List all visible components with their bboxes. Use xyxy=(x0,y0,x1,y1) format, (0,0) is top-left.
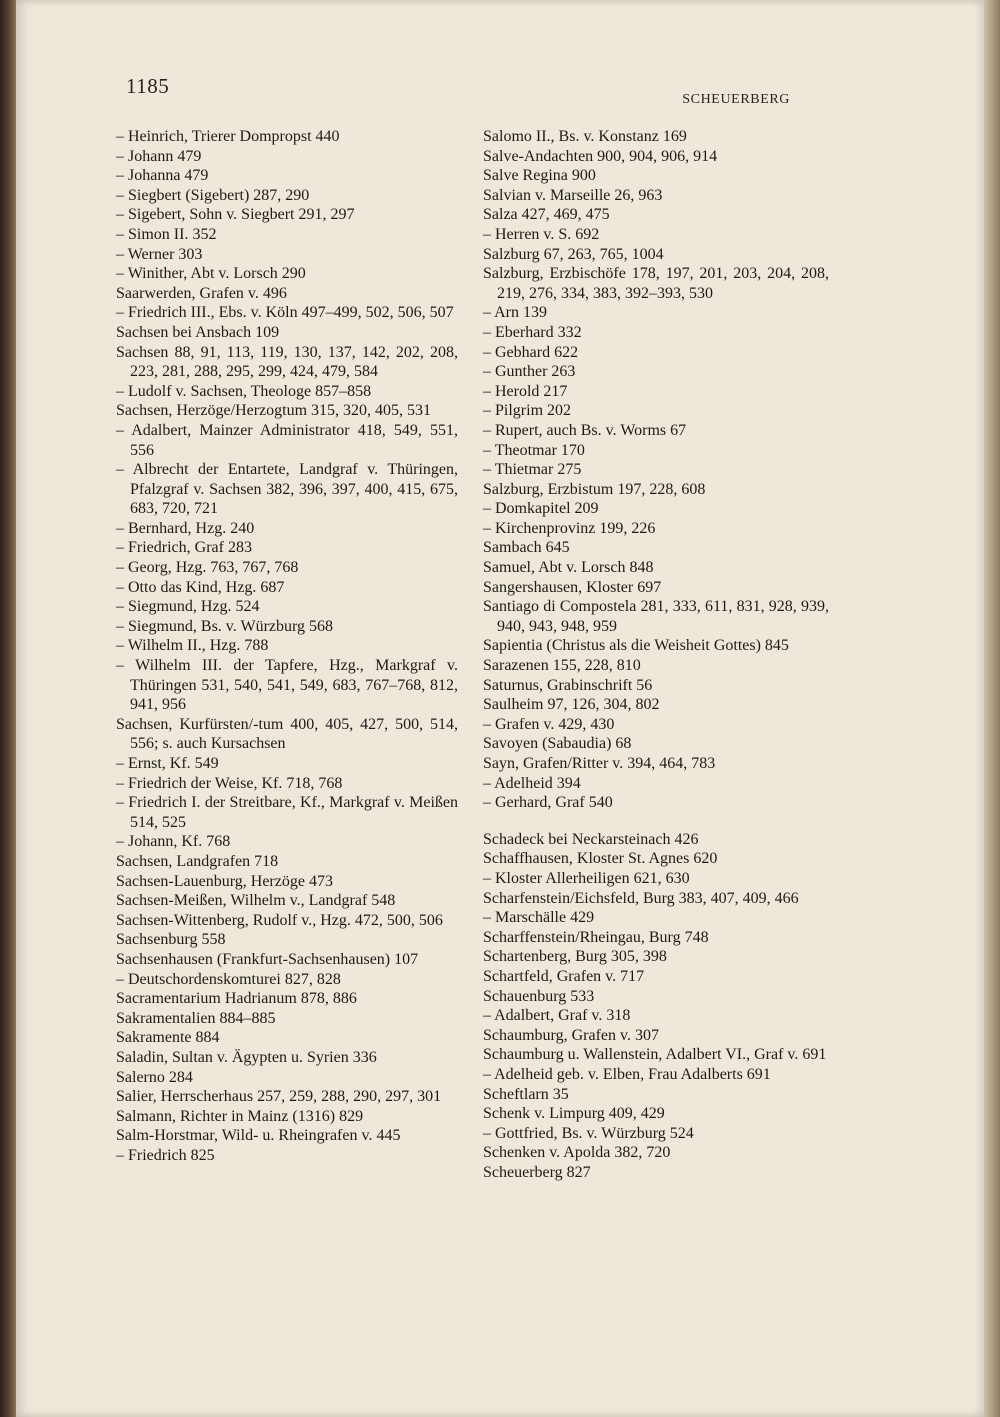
index-entry: Salvian v. Marseille 26, 963 xyxy=(483,186,663,204)
index-entry: Scheuerberg 827 xyxy=(483,1163,591,1181)
index-entry: Sangershausen, Kloster 697 xyxy=(483,578,662,596)
index-entry: Schaumburg, Grafen v. 307 xyxy=(483,1026,659,1044)
index-entry: Saulheim 97, 126, 304, 802 xyxy=(483,696,660,714)
index-entry: – Heinrich, Trierer Dompropst 440 xyxy=(116,128,340,145)
index-entry: Sachsen bei Ansbach 109 xyxy=(116,323,280,341)
index-entry: – Ludolf v. Sachsen, Theologe 857–858 xyxy=(116,382,372,400)
book-page xyxy=(16,0,984,1417)
index-entry: – Otto das Kind, Hzg. 687 xyxy=(116,578,285,596)
index-entry: Sakramente 884 xyxy=(116,1029,220,1047)
index-entry: – Gerhard, Graf 540 xyxy=(483,794,613,812)
index-entry: Schadeck bei Neckarsteinach 426 xyxy=(483,830,699,848)
index-entry: Schartfeld, Grafen v. 717 xyxy=(483,967,645,985)
index-entry: – Albrecht der Entartete, Landgraf v. Thüringen, Pfalzgraf v. Sachsen 382, 396, 397, 400, 415, 675, 683, 720, 721 xyxy=(116,461,458,518)
index-entry: Sachsen-Lauenburg, Herzöge 473 xyxy=(116,872,333,890)
index-entry: – Wilhelm II., Hzg. 788 xyxy=(116,637,269,655)
index-entry: – Friedrich der Weise, Kf. 718, 768 xyxy=(116,774,343,792)
book-binding-edge xyxy=(0,0,16,1417)
index-entry: – Rupert, auch Bs. v. Worms 67 xyxy=(483,421,687,439)
index-entry: Salza 427, 469, 475 xyxy=(483,206,610,224)
index-entry: – Gebhard 622 xyxy=(483,343,579,361)
index-entry: – Johanna 479 xyxy=(116,167,209,185)
index-entry: – Adelheid 394 xyxy=(483,774,581,792)
index-entry: – Friedrich 825 xyxy=(116,1146,215,1164)
index-entry: – Thietmar 275 xyxy=(483,461,582,479)
index-entry: Salerno 284 xyxy=(116,1068,193,1086)
index-entry: – Simon II. 352 xyxy=(116,225,217,243)
index-column-left xyxy=(116,127,458,1165)
index-entry: – Sigebert, Sohn v. Siegbert 291, 297 xyxy=(116,206,355,224)
index-entry: – Gottfried, Bs. v. Würzburg 524 xyxy=(483,1124,694,1142)
index-entry: Santiago di Compostela 281, 333, 611, 831, 928, 939, 940, 943, 948, 959 xyxy=(483,598,829,635)
index-entry: Schenk v. Limpurg 409, 429 xyxy=(483,1105,665,1123)
index-entry: – Johann, Kf. 768 xyxy=(116,833,231,851)
index-entry: – Gunther 263 xyxy=(483,363,576,381)
index-entry: – Herold 217 xyxy=(483,382,568,400)
index-entry: Schartenberg, Burg 305, 398 xyxy=(483,948,667,966)
index-entry: Schauenburg 533 xyxy=(483,987,595,1005)
index-column-right xyxy=(483,127,829,1182)
section-gap xyxy=(483,813,829,830)
index-entry: Saladin, Sultan v. Ägypten u. Syrien 336 xyxy=(116,1048,377,1066)
page-number: 1185 xyxy=(126,74,170,98)
index-entry: – Wilhelm III. der Tapfere, Hzg., Markgraf v. Thüringen 531, 540, 541, 549, 683, 767–768, 812, 941, 956 xyxy=(116,657,458,714)
index-entry: Sachsenburg 558 xyxy=(116,931,226,949)
index-entry: Saarwerden, Grafen v. 496 xyxy=(116,284,287,302)
index-entry: Salve Regina 900 xyxy=(483,167,596,185)
index-entry: – Friedrich III., Ebs. v. Köln 497–499, 502, 506, 507 xyxy=(116,304,454,322)
index-entry: – Siegmund, Hzg. 524 xyxy=(116,598,260,616)
index-entry: Salzburg 67, 263, 765, 1004 xyxy=(483,245,664,263)
index-entry: – Siegmund, Bs. v. Würzburg 568 xyxy=(116,617,334,635)
index-entry: Schenken v. Apolda 382, 720 xyxy=(483,1144,671,1162)
index-entry: Scheftlarn 35 xyxy=(483,1085,569,1103)
index-entry: Salomo II., Bs. v. Konstanz 169 xyxy=(483,128,687,145)
index-entry: – Ernst, Kf. 549 xyxy=(116,755,219,772)
index-entry: Sayn, Grafen/Ritter v. 394, 464, 783 xyxy=(483,755,716,772)
running-head: SCHEUERBERG xyxy=(682,92,790,107)
index-entry: – Adalbert, Graf v. 318 xyxy=(483,1007,631,1025)
index-entry: – Eberhard 332 xyxy=(483,323,582,341)
index-entry: Sachsen, Kurfürsten/-tum 400, 405, 427, 500, 514, 556; s. auch Kursachsen xyxy=(116,715,458,753)
index-entry: Savoyen (Sabaudia) 68 xyxy=(483,735,632,753)
index-entry: – Theotmar 170 xyxy=(483,441,585,459)
index-entry: – Kirchenprovinz 199, 226 xyxy=(483,519,656,537)
index-entry: – Bernhard, Hzg. 240 xyxy=(116,519,255,537)
index-entry: Salzburg, Erzbistum 197, 228, 608 xyxy=(483,480,706,498)
index-entry: – Siegbert (Sigebert) 287, 290 xyxy=(116,186,310,204)
index-entry: Scharfenstein/Eichsfeld, Burg 383, 407, 409, 466 xyxy=(483,889,799,907)
index-entry: – Herren v. S. 692 xyxy=(483,225,600,243)
index-entry: – Friedrich I. der Streitbare, Kf., Markgraf v. Meißen 514, 525 xyxy=(116,794,458,831)
index-entry: – Winither, Abt v. Lorsch 290 xyxy=(116,265,306,283)
index-entry: Scharffenstein/Rheingau, Burg 748 xyxy=(483,928,709,946)
index-entry: Sarazenen 155, 228, 810 xyxy=(483,657,641,675)
index-entry: Sachsen 88, 91, 113, 119, 130, 137, 142, 202, 208, 223, 281, 288, 295, 299, 424, 479, 584 xyxy=(116,343,458,381)
index-entry: Salier, Herrscherhaus 257, 259, 288, 290, 297, 301 xyxy=(116,1088,442,1106)
index-entry: Sachsenhausen (Frankfurt-Sachsenhausen) 107 xyxy=(116,950,419,968)
index-entry: Sambach 645 xyxy=(483,539,570,557)
index-entry: – Friedrich, Graf 283 xyxy=(116,539,252,557)
index-entry: – Johann 479 xyxy=(116,147,202,165)
index-entry: Sapientia (Christus als die Weisheit Gottes) 845 xyxy=(483,637,789,655)
index-entry: Samuel, Abt v. Lorsch 848 xyxy=(483,559,654,577)
index-entry: Sacramentarium Hadrianum 878, 886 xyxy=(116,990,357,1008)
index-entry: – Adalbert, Mainzer Administrator 418, 549, 551, 556 xyxy=(116,421,458,459)
index-entry: – Werner 303 xyxy=(116,245,203,263)
index-entry: – Adelheid geb. v. Elben, Frau Adalberts 691 xyxy=(483,1065,771,1083)
index-entry: Schaumburg u. Wallenstein, Adalbert VI., Graf v. 691 xyxy=(483,1046,827,1064)
index-entry: Saturnus, Grabinschrift 56 xyxy=(483,676,653,694)
index-entry: – Deutschordenskomturei 827, 828 xyxy=(116,970,341,988)
index-entry: Salmann, Richter in Mainz (1316) 829 xyxy=(116,1107,364,1125)
index-entry: – Arn 139 xyxy=(483,304,547,322)
index-entry: Sakramentalien 884–885 xyxy=(116,1009,276,1027)
index-entry: – Georg, Hzg. 763, 767, 768 xyxy=(116,559,299,577)
index-entry: – Kloster Allerheiligen 621, 630 xyxy=(483,869,690,887)
index-entry: Sachsen-Wittenberg, Rudolf v., Hzg. 472, 500, 506 xyxy=(116,911,443,929)
page-stack-edge xyxy=(984,0,1000,1417)
index-entry: – Marschälle 429 xyxy=(483,909,595,927)
index-entry: Sachsen-Meißen, Wilhelm v., Landgraf 548 xyxy=(116,892,396,910)
index-entry: – Domkapitel 209 xyxy=(483,500,599,518)
index-entry: Schaffhausen, Kloster St. Agnes 620 xyxy=(483,850,718,868)
index-entry: Salzburg, Erzbischöfe 178, 197, 201, 203, 204, 208, 219, 276, 334, 383, 392–393, 530 xyxy=(483,265,829,302)
index-entry: – Grafen v. 429, 430 xyxy=(483,715,615,733)
index-entry: Salve-Andachten 900, 904, 906, 914 xyxy=(483,147,718,165)
index-entry: – Pilgrim 202 xyxy=(483,402,572,420)
index-entry: Sachsen, Herzöge/Herzogtum 315, 320, 405, 531 xyxy=(116,402,432,420)
index-entry: Salm-Horstmar, Wild- u. Rheingrafen v. 445 xyxy=(116,1127,401,1145)
index-entry: Sachsen, Landgrafen 718 xyxy=(116,852,279,870)
